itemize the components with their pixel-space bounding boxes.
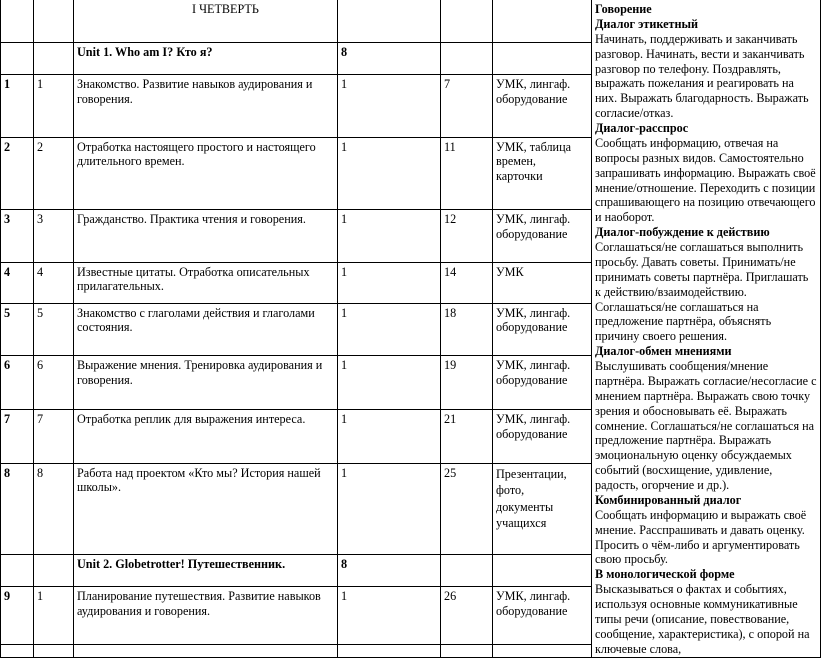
lesson-topic: Гражданство. Практика чтения и говорения. bbox=[74, 210, 338, 263]
lesson-date: 7 bbox=[441, 75, 493, 138]
equipment-line: времен, bbox=[496, 154, 536, 169]
lesson-number: 1 bbox=[34, 75, 74, 138]
lesson-date: 21 bbox=[441, 409, 493, 463]
row-number: 3 bbox=[1, 210, 34, 263]
row-number: 9 bbox=[1, 587, 34, 645]
equipment-line: УМК, таблица bbox=[496, 139, 572, 154]
lesson-number: 2 bbox=[34, 137, 74, 210]
row-number: 1 bbox=[1, 75, 34, 138]
lesson-number: 1 bbox=[34, 587, 74, 645]
equipment-line: оборудование bbox=[496, 604, 568, 619]
lesson-hours: 1 bbox=[338, 409, 441, 463]
lesson-equipment bbox=[493, 463, 592, 554]
row-number: 8 bbox=[1, 463, 34, 554]
lesson-date: 12 bbox=[441, 210, 493, 263]
lesson-topic: Работа над проектом «Кто мы? История нашей школы». bbox=[74, 463, 338, 554]
equipment-line: оборудование bbox=[496, 372, 568, 387]
sidebar-heading: Комбинированный диалог bbox=[595, 492, 742, 507]
speaking-requirements bbox=[592, 0, 821, 657]
equipment-line: Презентации, bbox=[496, 466, 567, 481]
lesson-date: 25 bbox=[441, 463, 493, 554]
row-number: 5 bbox=[1, 303, 34, 356]
sidebar-heading: В монологической форме bbox=[595, 567, 735, 582]
lesson-hours: 1 bbox=[338, 587, 441, 645]
lesson-hours: 1 bbox=[338, 303, 441, 356]
lesson-number: 4 bbox=[34, 262, 74, 303]
equipment-line: карточки bbox=[496, 169, 543, 184]
sidebar-text: Сообщать информацию и выражать своё мнение. Расспрашивать и давать оценку. Просить о чём-либо и аргументировать свою просьбу. bbox=[595, 507, 807, 567]
sidebar-heading: Диалог-обмен мнениями bbox=[595, 344, 732, 359]
lesson-equipment bbox=[493, 137, 592, 210]
sidebar-heading: Диалог-побуждение к действию bbox=[595, 225, 770, 240]
lesson-topic: Знакомство. Развитие навыков аудирования и говорения. bbox=[74, 75, 338, 138]
lesson-topic: Планирование путешествия. Развитие навыков аудирования и говорения. bbox=[74, 587, 338, 645]
equipment-line: УМК, лингаф. bbox=[496, 411, 571, 426]
lesson-topic: Известные цитаты. Отработка описательных прилагательных. bbox=[74, 262, 338, 303]
equipment-line: оборудование bbox=[496, 226, 568, 241]
lesson-equipment bbox=[493, 75, 592, 138]
equipment-line: фото, bbox=[496, 483, 525, 498]
unit-title: Unit 1. Who am I? Кто я? bbox=[74, 42, 338, 75]
lesson-equipment bbox=[493, 409, 592, 463]
lesson-equipment bbox=[493, 303, 592, 356]
sidebar-heading: Диалог этикетный bbox=[595, 16, 699, 31]
row-number: 4 bbox=[1, 262, 34, 303]
lesson-hours: 1 bbox=[338, 463, 441, 554]
lesson-date: 26 bbox=[441, 587, 493, 645]
lesson-topic: Знакомство с глаголами действия и глаголами состояния. bbox=[74, 303, 338, 356]
sidebar-text: Высказываться о фактах и событиях, используя основные коммуникативные типы речи (описание, повествование, сообщение, характеристика), с опорой на ключевые слова, bbox=[595, 582, 810, 656]
lesson-hours: 1 bbox=[338, 137, 441, 210]
lesson-equipment bbox=[493, 356, 592, 410]
equipment-line: оборудование bbox=[496, 91, 568, 106]
lesson-equipment bbox=[493, 210, 592, 263]
quarter-row bbox=[1, 0, 821, 42]
lesson-date: 14 bbox=[441, 262, 493, 303]
sidebar-title: Говорение bbox=[595, 2, 652, 16]
lesson-date: 19 bbox=[441, 356, 493, 410]
sidebar-heading: Диалог-расспрос bbox=[595, 121, 689, 135]
sidebar-text: Выслушивать сообщения/мнение партнёра. Выражать согласие/несогласие с мнением партнёра. Выражать свою точку зрения и обосновывать её. Выражать сомнение. Соглашаться/не соглашаться на предложение партнёра. Выражать эмоциональную оценку обсуждаемых событий (восхищение, удивление, радость, огорчение и др.). bbox=[595, 359, 817, 492]
lesson-number: 5 bbox=[34, 303, 74, 356]
lesson-number: 7 bbox=[34, 409, 74, 463]
equipment-line: УМК, лингаф. bbox=[496, 589, 571, 604]
lesson-equipment bbox=[493, 587, 592, 645]
lesson-hours: 1 bbox=[338, 356, 441, 410]
lesson-hours: 1 bbox=[338, 75, 441, 138]
sidebar-text: Начинать, поддерживать и заканчивать разговор. Начинать, вести и заканчивать разговор по телефону. Поздравлять, выражать пожелания и реагировать на них. Выражать благодарность. Выражать согласие/отказ. bbox=[595, 31, 809, 121]
equipment-line: УМК bbox=[496, 264, 524, 279]
unit-hours: 8 bbox=[338, 42, 441, 75]
lesson-topic: Отработка настоящего простого и настоящего длительного времен. bbox=[74, 137, 338, 210]
sidebar-text: Соглашаться/не соглашаться выполнить просьбу. Давать советы. Принимать/не принимать советы партнёра. Приглашать к действию/взаимодействию. Соглашаться/не соглашаться на предложение партнёра, объяснять причину своего решения. bbox=[595, 240, 809, 344]
row-number: 2 bbox=[1, 137, 34, 210]
lesson-number: 6 bbox=[34, 356, 74, 410]
equipment-line: учащихся bbox=[496, 515, 547, 530]
equipment-line: УМК, лингаф. bbox=[496, 77, 571, 92]
lesson-topic: Отработка реплик для выражения интереса. bbox=[74, 409, 338, 463]
quarter-title: I ЧЕТВЕРТЬ bbox=[74, 0, 338, 42]
lesson-hours: 1 bbox=[338, 262, 441, 303]
equipment-line: оборудование bbox=[496, 320, 568, 335]
lesson-number: 3 bbox=[34, 210, 74, 263]
lesson-equipment bbox=[493, 262, 592, 303]
unit-title: Unit 2. Globetrotter! Путешественник. bbox=[74, 554, 338, 587]
sidebar-text: Сообщать информацию, отвечая на вопросы разных видов. Самостоятельно запрашивать информацию. Выражать своё мнение/отношение. Переходить с позиции спрашивающего на позицию отвечающего и наоборот. bbox=[595, 135, 816, 225]
lesson-topic: Выражение мнения. Тренировка аудирования и говорения. bbox=[74, 356, 338, 410]
equipment-line: УМК, лингаф. bbox=[496, 212, 571, 227]
lesson-number: 8 bbox=[34, 463, 74, 554]
lesson-date: 18 bbox=[441, 303, 493, 356]
equipment-line: УМК, лингаф. bbox=[496, 305, 571, 320]
lesson-hours: 1 bbox=[338, 210, 441, 263]
row-number: 7 bbox=[1, 409, 34, 463]
row-number: 6 bbox=[1, 356, 34, 410]
equipment-line: оборудование bbox=[496, 426, 568, 441]
unit-hours: 8 bbox=[338, 554, 441, 587]
equipment-line: документы bbox=[496, 499, 554, 514]
lesson-date: 11 bbox=[441, 137, 493, 210]
equipment-line: УМК, лингаф. bbox=[496, 358, 571, 373]
